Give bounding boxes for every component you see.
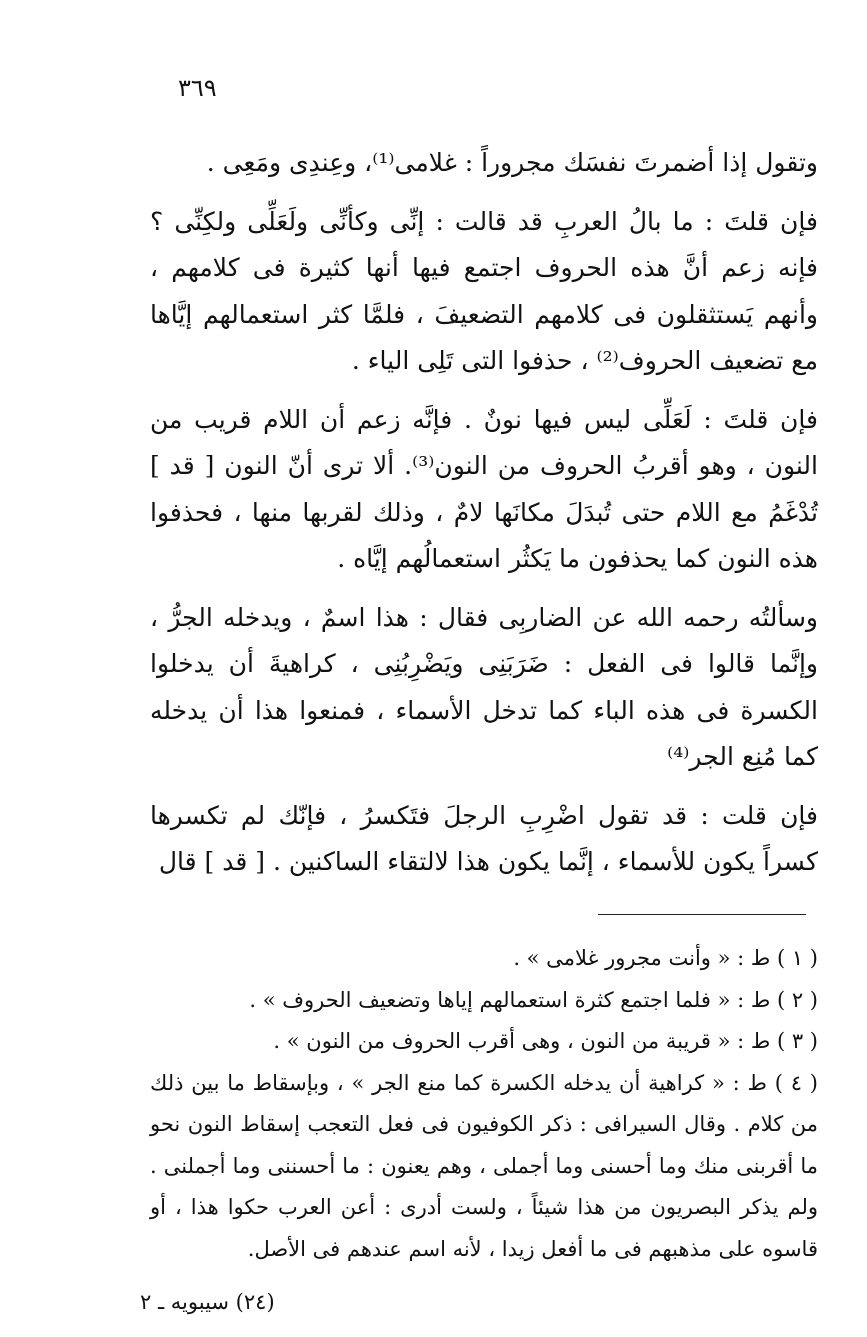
paragraph: وسألتُه رحمه الله عن الضاربِى فقال : هذا اسمٌ ، ويدخله الجرُّ ، وإنَّما قالوا فى الفعل : ضَرَبَنِى ويَضْرِبُنِى ، كراهيةَ أن يدخلوا الكسرة فى هذه الباء كما تدخل الأسماء ، فمنعوا هذا أن يدخله كما مُنِع الجر⁽⁴⁾ (150, 602, 818, 771)
page-number: ٣٦٩ (178, 74, 217, 102)
footnotes (150, 938, 818, 1270)
paragraph: وتقول إذا أضمرتَ نفسَك مجروراً : غلامى⁽¹⁾، وعِندِى ومَعِى . (206, 148, 818, 177)
footnote: ( ١ ) ط : « وأنت مجرور غلامى » . (513, 946, 818, 970)
footnote: ( ٢ ) ط : « فلما اجتمع كثرة استعمالهم إياها وتضعيف الحروف » . (249, 987, 818, 1012)
footnote: ( ٤ ) ط : « كراهية أن يدخله الكسرة كما منع الجر » ، وبإسقاط ما بين ذلك من كلام . وقال السيرافى : ذكر الكوفيون فى فعل التعجب إسقاط النون نحو ما أقربنى منك وما أحسنى وما أجملى ، وهم يعنون : ما أحسننى وما أجملنى . ولم يذكر البصريون من هذا شيئاً ، ولست أدرى : أعن العرب حكوا هذا ، أو قاسوه على مذهبهم فى ما أفعل زيدا ، لأنه اسم عندهم فى الأصل. (150, 1070, 818, 1261)
footnote: ( ٣ ) ط : « قريبة من النون ، وهى أقرب الحروف من النون » . (273, 1029, 818, 1053)
signature-line: (٢٤) سيبويه ـ ٢ (140, 1290, 275, 1314)
paragraph: فإن قلتَ : لَعَلِّى ليس فيها نونٌ . فإنَّه زعم أن اللام قريب من النون ، وهو أقربُ الحروف من النون⁽³⁾. ألا ترى أنّ النون [ قد ] تُدْغَمُ مع اللام حتى تُبدَلَ مكانَها لامٌ ، وذلك لقربها منها ، فحذفوا هذه النون كما يحذفون ما يَكثُر استعمالُهم إيَّاه . (150, 404, 818, 573)
paragraph: فإن قلت : قد تقول اضْرِبِ الرجلَ فتَكسرُ ، فإنّك لم تكسرها كسراً يكون للأسماء ، إنَّما يكون هذا لالتقاء الساكنين . [ قد ] قال (150, 800, 818, 876)
footnote-separator (598, 914, 806, 915)
main-text (150, 140, 818, 898)
paragraph: فإن قلتَ : ما بالُ العربِ قد قالت : إنِّى وكأنِّى ولَعَلِّى ولكِنِّى ؟ فإنه زعم أنَّ هذه الحروف اجتمع فيها أنها كثيرة فى كلامهم ، وأنهم يَستثقلون فى كلامهم التضعيفَ ، فلمَّا كثر استعمالهم إيَّاها مع تضعيف الحروف⁽²⁾ ، حذفوا التى تَلِى الياء . (150, 206, 818, 375)
